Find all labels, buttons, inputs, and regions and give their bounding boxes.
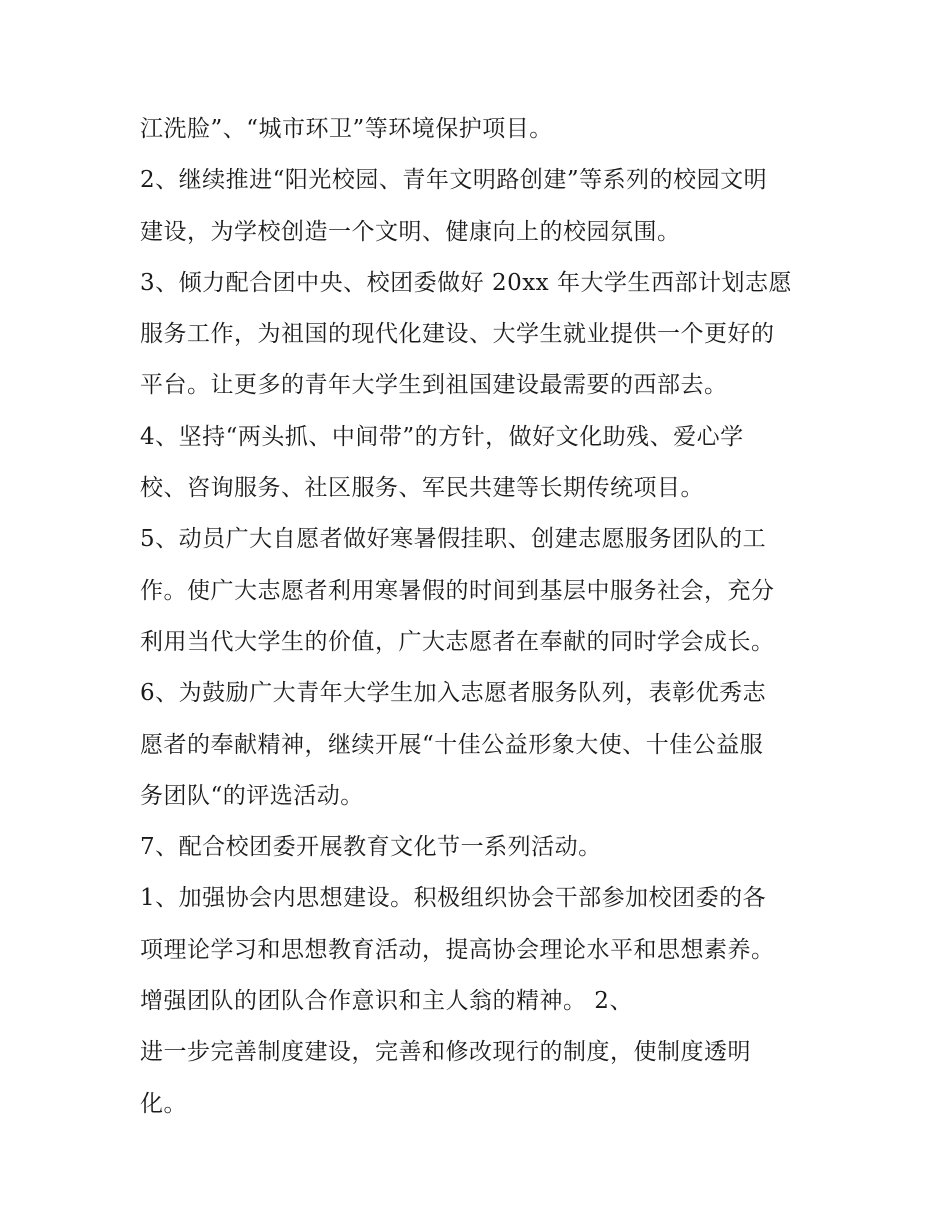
text-line: 7、配合校团委开展教育文化节一系列活动。 [140,834,602,861]
text-line: 利用当代大学生的价值，广大志愿者在奉献的同时学会成长。 [140,628,775,655]
document-body [140,104,830,1130]
text-line: 6、为鼓励广大青年大学生加入志愿者服务队列，表彰优秀志 [140,680,767,707]
text-line: 服务工作，为祖国的现代化建设、大学生就业提供一个更好的 [140,321,775,348]
text-line: 愿者的奉献精神，继续开展“十佳公益形象大使、十佳公益服 [140,731,764,758]
text-line: 1、加强协会内思想建设。积极组织协会干部参加校团委的各 [140,885,767,912]
text-line: 校、咨询服务、社区服务、军民共建等长期传统项目。 [140,475,704,502]
text-line: 江洗脸”、“城市环卫”等环境保护项目。 [140,116,553,142]
text-line: 平台。让更多的青年大学生到祖国建设最需要的西部去。 [140,372,728,399]
text-line: 建设，为学校创造一个文明、健康向上的校园氛围。 [140,218,681,245]
text-line: 项理论学习和思想教育活动，提高协会理论水平和思想素养。 [140,936,775,963]
text-line: 化。 [140,1090,187,1117]
text-line: 进一步完善制度建设，完善和修改现行的制度，使制度透明 [140,1039,751,1066]
text-line: 5、动员广大自愿者做好寒暑假挂职、创建志愿服务团队的工 [140,526,767,553]
text-line: 增强团队的团队合作意识和主人翁的精神。 2、 [140,988,633,1015]
text-line: 4、坚持“两头抓、中间带”的方针，做好文化助残、爱心学 [140,423,744,450]
text-line: 务团队“的评选活动。 [140,782,364,809]
text-line: 3、倾力配合团中央、校团委做好 20xx 年大学生西部计划志愿 [140,269,792,296]
text-line: 2、继续推进“阳光校园、青年文明路创建”等系列的校园文明 [140,167,768,194]
text-line: 作。使广大志愿者利用寒暑假的时间到基层中服务社会，充分 [140,577,775,604]
